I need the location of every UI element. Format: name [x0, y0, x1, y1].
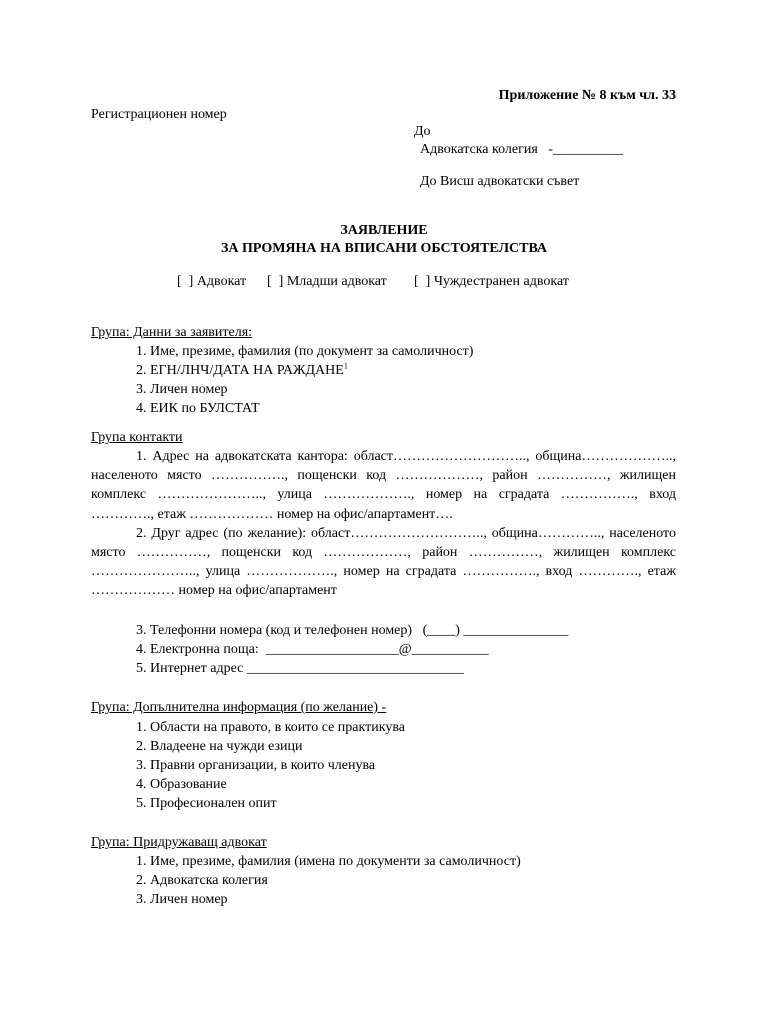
list-item: 4. ЕИК по БУЛСТАТ	[136, 401, 260, 416]
list-item: 5. Професионален опит	[136, 796, 277, 811]
list-item: 3. Личен номер	[136, 382, 228, 397]
list-item: 1. Име, презиме, фамилия (по документ за самоличност)	[136, 344, 474, 359]
email-line: 4. Електронна поща: ___________________@___________	[136, 642, 489, 657]
list-item: 3. Личен номер	[136, 892, 228, 907]
list-item: 1. Области на правото, в които се практикува	[136, 720, 405, 735]
registration-number-label: Регистрационен номер	[91, 107, 227, 122]
appendix-reference: Приложение № 8 към чл. 33	[498, 88, 676, 103]
section-heading-accompanying: Група: Придружаващ адвокат	[91, 835, 267, 850]
other-address-paragraph: 2. Друг адрес (по желание): област……………………….., община………….., населеното място ……………, пощенски код ………………, район ……………, жилищен комплекс ………………….., улица ………………., номер на сградата ……………., вход …………., етаж ……………… номер на офис/апартамент	[91, 525, 676, 599]
supreme-council-line: До Висш адвокатски съвет	[420, 174, 580, 189]
document-title: ЗАЯВЛЕНИЕ	[340, 223, 428, 238]
contacts-list	[136, 621, 568, 678]
list-item: 3. Правни организации, в които членува	[136, 758, 376, 773]
section-heading-additional: Група: Допълнителна информация (по желание) -	[91, 700, 387, 715]
phone-line: 3. Телефонни номера (код и телефонен номер) (____) _______________	[136, 623, 569, 638]
list-item: 2. Владеене на чужди езици	[136, 739, 303, 754]
additional-list	[136, 718, 405, 813]
document-subtitle: ЗА ПРОМЯНА НА ВПИСАНИ ОБСТОЯТЕЛСТВА	[220, 241, 548, 256]
list-item: 4. Образование	[136, 777, 227, 792]
checkbox-advocate[interactable]: [ ] Адвокат	[177, 274, 247, 289]
applicant-list	[136, 342, 473, 418]
checkbox-junior-advocate[interactable]: [ ] Младши адвокат	[267, 274, 387, 289]
section-heading-contacts: Група контакти	[91, 430, 183, 445]
contacts-addresses	[91, 447, 676, 601]
addressee-to: До	[414, 124, 431, 139]
office-address-paragraph: 1. Адрес на адвокатската кантора: област……………………….., община……………….., населеното място ……………., пощенски код ………………, район ……………, жилищен комплекс ………………….., улица ………………., номер на сградата ……………., вход …………., етаж ……………… номер на офис/апартамент….	[91, 449, 676, 522]
list-item: 1. Име, презиме, фамилия (имена по документи за самоличност)	[136, 854, 521, 869]
section-heading-applicant: Група: Данни за заявителя:	[91, 325, 253, 340]
checkbox-foreign-advocate[interactable]: [ ] Чуждестранен адвокат	[414, 274, 569, 289]
list-item: 2. ЕГН/ЛНЧ/ДАТА НА РАЖДАНЕ$^1$	[136, 361, 348, 378]
accompanying-list	[136, 852, 521, 909]
website-line: 5. Интернет адрес _______________________________	[136, 661, 464, 676]
list-item: 2. Адвокатска колегия	[136, 873, 268, 888]
footnote-marker: 1	[343, 361, 348, 371]
bar-council-line: Адвокатска колегия -__________	[420, 142, 623, 157]
